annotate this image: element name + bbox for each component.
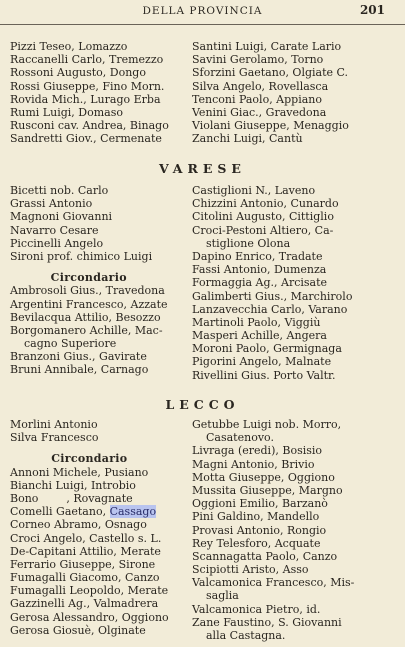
list-item: Valcamonica Francesco, Mis-: [192, 576, 355, 590]
list-item: Provasi Antonio, Rongio: [192, 523, 327, 537]
list-item: Branzoni Gius., Gavirate: [10, 350, 147, 364]
list-item: Silva Francesco: [10, 431, 99, 445]
list-item: Rovida Mich., Lurago Erba: [10, 92, 161, 106]
list-item: Rossi Giuseppe, Fino Morn.: [10, 79, 165, 93]
varese-right-column: [192, 184, 352, 382]
list-item: Rusconi cav. Andrea, Binago: [10, 119, 169, 133]
block1-right-column: [192, 40, 349, 146]
list-item: Pini Galdino, Mandello: [192, 510, 320, 524]
list-item: Pigorini Angelo, Malnate: [192, 355, 332, 369]
list-item: Rumi Luigi, Domaso: [10, 105, 123, 119]
list-item: Borgomanero Achille, Mac-: [10, 323, 163, 337]
list-item: Scannagatta Paolo, Canzo: [192, 549, 338, 563]
block1-left-column: [10, 40, 169, 146]
list-item: Bianchi Luigi, Introbio: [10, 478, 136, 492]
list-item: Piccinelli Angelo: [10, 236, 104, 250]
list-item: Livraga (eredi), Bosisio: [192, 444, 323, 458]
list-item: Moroni Paolo, Germignaga: [192, 342, 342, 356]
list-item: Dapino Enrico, Tradate: [192, 249, 323, 263]
list-item: Savini Gerolamo, Torno: [192, 53, 324, 67]
list-item: Gerosa Alessandro, Oggiono: [10, 610, 169, 624]
list-item: Bruni Annibale, Carnago: [10, 363, 149, 377]
list-item: Santini Luigi, Carate Lario: [192, 40, 342, 53]
list-item-continuation: stiglione Olona: [206, 236, 291, 250]
list-item: Valcamonica Pietro, id.: [192, 602, 321, 616]
list-item: Venini Giac., Gravedona: [192, 105, 327, 119]
list-item: Masperi Achille, Angera: [192, 329, 327, 343]
list-item: Galimberti Gius., Marchirolo: [192, 289, 353, 303]
list-item: Sandretti Giov., Cermenate: [10, 132, 162, 146]
section-heading-varese: VARESE: [159, 161, 246, 176]
list-item: Rivellini Gius. Porto Valtr.: [192, 368, 336, 382]
subheading-circondario: Circondario: [50, 271, 127, 285]
list-item: Magnoni Giovanni: [10, 210, 113, 224]
list-item: Oggioni Emilio, Barzanò: [192, 497, 328, 511]
list-item: Zanchi Luigi, Cantù: [192, 132, 303, 146]
list-item: Bevilacqua Attilio, Besozzo: [10, 310, 161, 324]
lecco-left-column: [10, 418, 169, 637]
highlighted-text-selection[interactable]: Cassago: [109, 505, 157, 519]
list-item: Chizzini Antonio, Cunardo: [192, 197, 339, 211]
list-item: Martinoli Paolo, Viggiù: [192, 315, 321, 329]
list-item: Raccanelli Carlo, Tremezzo: [10, 53, 164, 67]
list-item: Zane Faustino, S. Giovanni: [192, 615, 342, 629]
page-number: 201: [359, 3, 385, 17]
list-item: Croci Angelo, Castello s. L.: [10, 531, 162, 545]
list-item: Silva Angelo, Rovellasca: [192, 79, 329, 93]
list-item: Fumagalli Giacomo, Canzo: [10, 571, 160, 585]
list-item-continuation: saglia: [206, 589, 239, 603]
list-item: Castiglioni N., Laveno: [192, 184, 316, 197]
list-item: Grassi Antonio: [10, 197, 93, 211]
list-item: Morlini Antonio: [10, 418, 98, 431]
list-item: Formaggia Ag., Arcisate: [192, 276, 328, 290]
list-item-continuation: cagno Superiore: [24, 337, 117, 351]
list-item: Scipiotti Aristo, Asso: [192, 563, 309, 577]
list-item: Rossoni Augusto, Dongo: [10, 66, 146, 80]
page-header: [0, 0, 405, 25]
list-item: Gerosa Giosuè, Olginate: [10, 623, 146, 637]
list-item-continuation: Casatenovo.: [206, 431, 274, 445]
list-item: Bicetti nob. Carlo: [10, 184, 109, 197]
list-item: Annoni Michele, Pusiano: [10, 465, 149, 479]
list-item: Navarro Cesare: [10, 223, 99, 237]
section-heading-lecco: LECCO: [165, 397, 240, 412]
list-item: Sforzini Gaetano, Olgiate C.: [192, 66, 349, 80]
list-item: Argentini Francesco, Azzate: [10, 297, 168, 311]
list-item: Tenconi Paolo, Appiano: [192, 92, 322, 106]
list-item-continuation: alla Castagna.: [206, 629, 286, 642]
list-item: Bono , Rovagnate: [10, 491, 133, 505]
list-item: Getubbe Luigi nob. Morro,: [192, 418, 342, 431]
varese-left-column: [10, 184, 168, 377]
list-item: Citolini Augusto, Cittiglio: [192, 210, 334, 224]
lecco-right-column: [192, 418, 354, 642]
list-item: Mussita Giuseppe, Margno: [192, 483, 343, 497]
subheading-circondario: Circondario: [51, 452, 128, 466]
list-item-text: Comelli Gaetano,: [10, 505, 110, 519]
list-item: Sironi prof. chimico Luigi: [10, 249, 153, 263]
list-item: Pizzi Teseo, Lomazzo: [10, 40, 128, 53]
running-title: DELLA PROVINCIA: [142, 5, 263, 17]
list-item-comelli: [10, 505, 169, 518]
list-item: De-Capitani Attilio, Merate: [10, 544, 161, 558]
list-item: Fumagalli Leopoldo, Merate: [10, 584, 169, 598]
list-item: Corneo Abramo, Osnago: [10, 518, 147, 532]
list-item: Motta Giuseppe, Oggiono: [192, 470, 335, 484]
list-item: Ferrario Giuseppe, Sirone: [10, 557, 156, 571]
list-item: Gazzinelli Ag., Valmadrera: [10, 597, 159, 611]
list-item: Ambrosoli Gius., Travedona: [10, 284, 165, 298]
list-item: Lanzavecchia Carlo, Varano: [192, 302, 348, 316]
list-item: Violani Giuseppe, Menaggio: [192, 119, 349, 133]
list-item: Magni Antonio, Brivio: [192, 457, 315, 471]
list-item: Croci-Pestoni Altiero, Ca-: [192, 223, 334, 237]
list-item: Rey Telesforo, Acquate: [192, 536, 321, 550]
list-item: Fassi Antonio, Dumenza: [192, 263, 327, 277]
